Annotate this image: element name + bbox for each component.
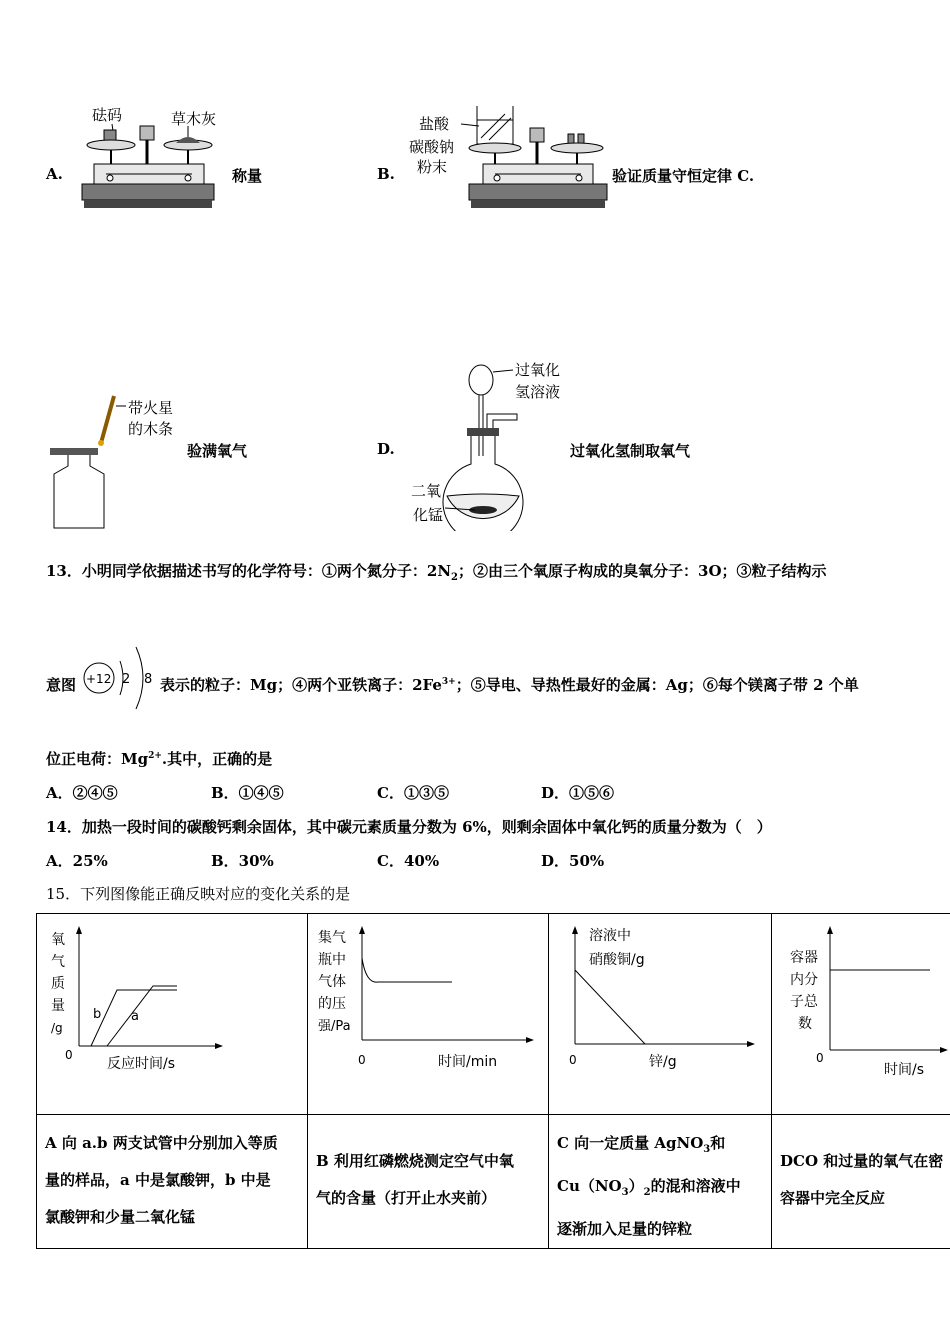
q15-stem: 15．下列图像能正确反映对应的变化关系的是 [46, 885, 351, 903]
q13-line3: 位正电荷：$Mg^{2+}$.其中，正确的是 [46, 750, 273, 768]
stick-label-2: 的木条 [128, 420, 174, 438]
acid-label: 盐酸 [419, 115, 450, 133]
option-a-letter: A. [46, 165, 63, 183]
q13-line2-prefix: 意图 [46, 676, 77, 694]
graph-a-ylabel-5: /g [51, 1021, 63, 1035]
caption-c: C 向一定质量 AgNO$_3$和 $Cu(NO_3)_2$的混和溶液中 逐渐加入足量的锌粒 [557, 1134, 741, 1238]
option-c-caption: 验满氧气 [187, 442, 248, 460]
option-a-caption: 称量 [232, 167, 263, 185]
shell-2-electrons: 8 [144, 672, 153, 687]
q13-option-b[interactable]: B．①④⑤ [211, 784, 284, 802]
balance-conservation-figure [405, 100, 610, 220]
graph-a-ylabel-1: 氧 [51, 932, 65, 948]
graph-d-ylabel-2: 内分 [790, 972, 818, 988]
mno2-label-1: 二氧 [411, 482, 442, 500]
graph-b-ylabel-5: 强/Pa [318, 1019, 351, 1034]
q13-line2: 表示的粒子：Mg；④两个亚铁离子：$2Fe^{3+}$；⑤导电、导热性最好的金属：Ag；⑥每个镁离子带 2 个单 [160, 676, 859, 694]
nucleus-charge: +12 [86, 672, 112, 686]
graph-b-xlabel: 时间/min [438, 1054, 498, 1070]
funnel-label-1: 过氧化 [515, 361, 561, 379]
powder-label-2: 粉末 [417, 158, 448, 176]
graph-a-ylabel-2: 气 [51, 954, 65, 970]
powder-label-1: 碳酸钠 [409, 138, 455, 156]
option-d-letter: D. [377, 440, 395, 458]
graph-b-ylabel-4: 的压 [318, 996, 346, 1012]
funnel-label-2: 氢溶液 [515, 383, 561, 401]
flask-h2o2-figure [405, 356, 575, 531]
q15-graph-table [36, 913, 950, 1249]
shell-1-electrons: 2 [122, 672, 131, 687]
balance-weighing-figure [76, 100, 226, 220]
caption-d: DCO 和过量的氧气在密 容器中完全反应 [780, 1152, 944, 1207]
graph-a-cell[interactable] [37, 914, 308, 1115]
graph-d [772, 914, 950, 1110]
graph-b-ylabel-3: 气体 [318, 974, 346, 990]
graph-c-origin: 0 [569, 1053, 577, 1067]
oxygen-bottle-figure [46, 388, 186, 533]
q13-option-d[interactable]: D．①⑤⑥ [541, 784, 615, 802]
graph-c [549, 914, 771, 1110]
q13-option-a[interactable]: A．②④⑤ [46, 784, 118, 802]
mg-atom-structure-diagram [80, 633, 160, 728]
q14-option-d[interactable]: D．50% [541, 852, 605, 870]
q13-line1: 13．小明同学依据描述书写的化学符号：①两个氮分子：$2N_2$；②由三个氧原子构成的臭氧分子：3O；③粒子结构示 [46, 562, 827, 583]
q14-option-a[interactable]: A．25% [46, 852, 108, 870]
caption-a-cell[interactable] [37, 1115, 308, 1249]
option-b-caption: 验证质量守恒定律 C. [612, 167, 755, 185]
graph-c-ylabel-1: 溶液中 [589, 928, 631, 944]
graph-a-curve-b: b [93, 1007, 102, 1022]
graph-d-ylabel-1: 容器 [790, 950, 818, 966]
graph-a-xlabel: 反应时间/s [107, 1056, 176, 1072]
graph-b-ylabel-1: 集气 [318, 930, 346, 946]
graph-a-curve-a: a [131, 1009, 139, 1024]
graph-c-cell[interactable] [549, 914, 772, 1115]
caption-a: A 向 a.b 两支试管中分别加入等质 量的样品，a 中是氯酸钾，b 中是 氯酸钾和少量二氧化锰 [45, 1134, 278, 1226]
graph-d-origin: 0 [816, 1051, 824, 1065]
graph-a-origin: 0 [65, 1048, 73, 1062]
graph-d-cell[interactable] [772, 914, 950, 1115]
graph-b-ylabel-2: 瓶中 [318, 952, 346, 968]
ash-label: 草木灰 [171, 110, 217, 128]
weight-label: 砝码 [92, 106, 123, 124]
graph-b-cell[interactable] [308, 914, 549, 1115]
caption-d-cell[interactable] [772, 1115, 950, 1249]
q13-option-c[interactable]: C．①③⑤ [377, 784, 449, 802]
q14-stem: 14．加热一段时间的碳酸钙剩余固体，其中碳元素质量分数为 6%，则剩余固体中氧化钙的质量分数为（ ） [46, 818, 772, 836]
q14-option-b[interactable]: B．30% [211, 852, 274, 870]
graph-a-ylabel-3: 质 [51, 976, 65, 992]
graph-c-ylabel-2: 硝酸铜/g [589, 952, 645, 968]
graph-a-ylabel-4: 量 [51, 998, 65, 1014]
graph-d-ylabel-4: 数 [798, 1016, 812, 1032]
graph-c-xlabel: 锌/g [649, 1054, 677, 1070]
caption-b-cell[interactable] [308, 1115, 549, 1249]
graph-d-ylabel-3: 子总 [790, 994, 818, 1010]
graph-b [308, 914, 548, 1110]
mno2-label-2: 化锰 [413, 506, 444, 524]
graph-b-origin: 0 [358, 1053, 366, 1067]
q14-option-c[interactable]: C．40% [377, 852, 440, 870]
graph-a [37, 914, 307, 1110]
stick-label-1: 带火星 [128, 399, 174, 417]
caption-c-cell[interactable] [549, 1115, 772, 1249]
graph-d-xlabel: 时间/s [884, 1062, 925, 1078]
option-d-caption: 过氧化氢制取氧气 [570, 442, 691, 460]
option-b-letter: B. [377, 165, 395, 183]
caption-b: B 利用红磷燃烧测定空气中氧 气的含量（打开止水夹前） [316, 1152, 514, 1207]
